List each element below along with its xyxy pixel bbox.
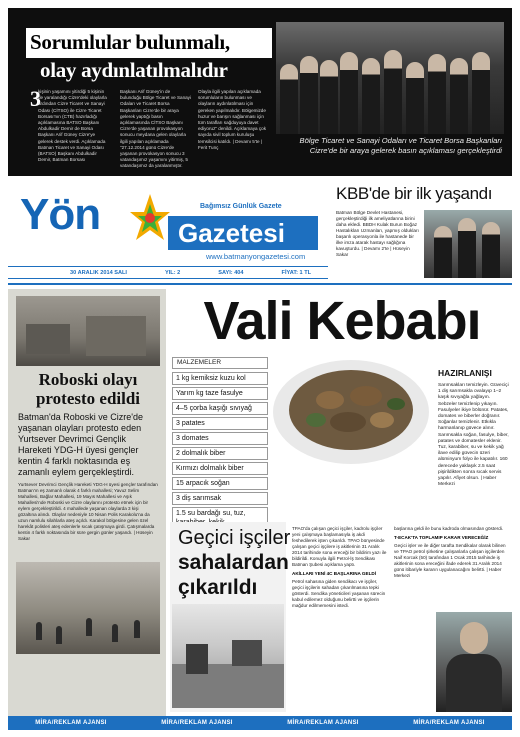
top-headline-line-2[interactable]: olay aydınlatılmalıdır [40,58,228,82]
roboski-body: Yurtsever Devrimci Gençlik Hareketi YDG-H üyesi gençler tarafından Batman'ın eş zamanlı olarak 4 farklı mahallesi; Yavuz Selim Mahallesi, Bağlar Mahallesi, 19 Mayıs Mahallesi ve Aşık Mahallesi'nde Roboski ve Cizre olaylarını protesto etmek için bir eylem gerçekleştirildi. 4 mahallede yaşanan olaylarda 3 kişi gözaltına alındı. Olaylar nedeniyle 10 Nisan Polis Karakolu'na da uzun namlulu silahlarla ateş açıldı. Karakol bölgesine gelen özel harekât polisleri ateş edenlerle sıcak çatışmaya girdi. Çatışmalarda kentin 4 farklı noktasında bir süre gergin günler yaşandı. | Hüseyin Sakar [18,482,158,541]
ingredient-item: 1.5 su bardağı su, tuz, [172,507,268,529]
ingredient-item: 3 domates [172,432,268,445]
ingredient-item: Kırmızı dolmalık biber [172,462,268,475]
gecici-col-1-text: TPAO'da çalışan geçici işçiler, kadrolu işçiler yeni çalışmaya başlamasıyla iş akdi feshedilerek işten çıkarıldı. TPAO bünyesinde çalışan geçici işçilere iş akitlerinin 31 Aralık 2014 tarihinde sona ereceği bir bildirim yazı ile bildirildi. Konuyla ilgili Petrol-İş Sendikası Batman Şubesi açıklama yaptı. [292,526,387,567]
ingredient-item: 4–5 çorba kaşığı sıvıyağ [172,402,268,415]
photo-caption: Bölge Ticaret ve Sanayi Odaları ve Ticaret Borsa Başkanları Cizre'de bir araya gelerek basın açıklaması gerçekleştirdi [299,136,502,155]
kbb-story-text: Batman Bölge Devlet Hastanesi, gerçekleştirdiği ilk ameliyatlarına birini daha ekledi. BBDH Kulak Burun Boğaz Hastalıkları Uzmanları, yapmış oldukları başarılı operasyonla ile hastanede bir ilke imza atarak hastayı sağlığına kavuşturdu. | Devamı 2'te | Hüseyin Sakar [336,210,419,257]
ingredient-item: 3 patates [172,417,268,430]
footer-ad[interactable]: MİRA/REKLAM AJANSI [35,720,107,726]
kebab-dish-photo[interactable] [270,348,432,470]
gecici-headline-line-1[interactable]: Geçici işçiler [178,527,291,549]
top-headline-line-1[interactable]: Sorumlular bulunmalı, [30,30,230,54]
issue-year: YIL: 2 [165,269,181,276]
top-story-column-3: Olayla ilgili yapılan açıklamada sorumluların bulunması ve olayların aydınlatılması için gereken yapılmalıdır. Bölgemizde huzur ve barışın sağlanması için tüm tarafları sağduyuya davet ediyoruz" denildi. Açıklamaya çok sayıda sivil toplum kuruluşu temsilcisi katıldı. | Devamı 5'te | Ferit Tunç [198,89,267,150]
dropcap: 3 [30,86,41,111]
top-story-column-2: Başkanı Arif Güney'in de bulunduğu Bölge Ticaret ve Sanayi Odaları ve Ticaret Borsa Başkanları Cizre'de bir araya gelerek yaptığı basın açıklamasında CİTSO Başkanı Cizre'de yaşanan provokasyon sonucu meydana gelen olaylarla ilgili yapılan açıklamada "27.12.2014 günü Cizre'de yaşanan provokasyon sonucu 3 vatandaşımız yaşamını yitirmiş, 5 vatandaşımız da yaralanmıştır. [120,89,191,169]
group-press-photo[interactable] [276,22,504,134]
ingredient-item: Yarım kg taze fasulye [172,387,268,400]
kbb-headline[interactable]: KBB'de bir ilk yaşandı [336,184,493,203]
issue-info-bar [8,266,328,279]
ingredient-item: 2 dolmalık biber [172,447,268,460]
ingredients-list [172,372,268,531]
logo-word-yon[interactable]: Yön [20,190,101,239]
gecici-col-2-text: başlarına geldi ile bunu kadroda olmasından gösterdi. [394,526,504,531]
ingredient-item: 3 diş sarımsak [172,492,268,505]
issue-date: 30 ARALIK 2014 SALI [70,269,127,276]
issue-number: SAYI: 404 [218,269,244,276]
tagline: Bağımsız Günlük Gazete [200,203,282,210]
logo-word-gazetesi[interactable]: Gazetesi [168,216,318,250]
ingredient-item: 15 arpacık soğan [172,477,268,490]
issue-price: FİYAT: 1 TL [281,269,312,276]
section-divider [8,283,512,285]
street-protest-photo[interactable] [16,562,160,654]
gecici-headline-line-2[interactable]: sahalardan [178,551,289,574]
kbb-photo[interactable] [424,210,512,278]
gecici-subheading-2: T-ECAK'TA TOPLAMIP KARAR VERECEĞİZ [394,535,489,540]
vali-kebabi-headline[interactable]: Vali Kebabı [203,291,481,351]
preparation-text: Sarımsakları temizleyin. Güveciçi 1 diş sarımsakla ovalayıp 1–2 kaşık sıvıyağla yağlayın. Sebzeler temizlenip yıkayın. Fasulyeler ikiye bölünür. Patates, domates ve biberler doğranır. Soğanlar temizlenir. Etkıkla harmanlanıp güvece alınır. Sarımsakla soğan, fasulye, biber, patates ve domatesler eklenir. Tuz, karabiber, su ve kekik yağ ilave edilip güvecin üzeri alüminyum folyo ile kapatılır. 160 derecede yaklaşık 2.5 saat pişirildikten sonra sıcak servis yapılır. Afiyet olsun. | Haber Merkezi [438,383,509,488]
gecici-subheading-1: AKİLLARI YENİ 4C BAŞLARINA GELDİ [292,571,376,576]
gecici-headline-line-3[interactable]: çıkarıldı [178,576,258,599]
website-url[interactable]: www.batmanyongazetesi.com [206,252,306,261]
gecici-column-1 [292,526,388,712]
gecici-col-2b-text: Geçici işler ve ile diğer tarafta Sendikalar olarak bilinen ve TPAO petrol şirketine çalışanlarla çalışan işçilerden Naif Korcak (50) tarafından 1 Ocak 2015 tarihinde iş akitlerinin sona ereceğini ifade ederek 31 Aralık 2014 günü itibariyle kararın uygulanacağını belirtti. | Haber Merkezi [394,543,506,578]
top-story-column-1: kişinin yaşamını yitirdiği 5 kişinin de yaralandığı Cizre'deki olaylarla ardından Cizre Ticaret ve Sanayi Odası (CİTSO) ile Cizre Ticaret Borsası'nın (CTB) hazırladığı açıklamasına BATSO Başkanı Abdulkadir Demir de Borsa Başkanı Arif Güney Cizre'ye gelerek destek verdi. Açıklamada Batman Ticaret ve Sanayi Odası (BATSO) Başkanı Abdulkadir Demir, Batman Borsası [38,89,107,163]
oil-field-workers-photo[interactable] [172,604,284,708]
union-leader-photo[interactable] [436,612,512,712]
gecici-col-1b-text: Petrol sahasına giden sendikacı ve işçiler, geçici işçilerin sahadan çıkarılmasına tepki gösterdi. Sendika yöneticileri yaşanan sürecin kabul edilemez olduğunu belirtti ve işçilerin mağdur edilmemesini istedi. [292,579,386,608]
protest-photo[interactable] [16,296,160,366]
footer-ad[interactable]: MİRA/REKLAM AJANSI [161,720,233,726]
roboski-lead: Batman'da Roboski ve Cizre'de yaşanan olayları protesto eden Yurtsever Devrimci Gençlik Hareketi YDG-H üyesi gençler kentin 4 farklı noktasında eş zamanlı eylem gerçekleştirdi. [18,412,143,477]
preparation-title: HAZIRLANIŞI [438,368,492,378]
ingredients-title: MALZEMELER [172,357,268,369]
ingredient-item: 1 kg kemiksiz kuzu kol [172,372,268,385]
logo-star-icon [128,190,172,246]
footer-ad[interactable]: MİRA/REKLAM AJANSI [413,720,485,726]
footer-ad[interactable]: MİRA/REKLAM AJANSI [287,720,359,726]
footer-ad-bar [8,716,512,730]
roboski-headline[interactable]: Roboski olayı protesto edildi [35,370,141,408]
